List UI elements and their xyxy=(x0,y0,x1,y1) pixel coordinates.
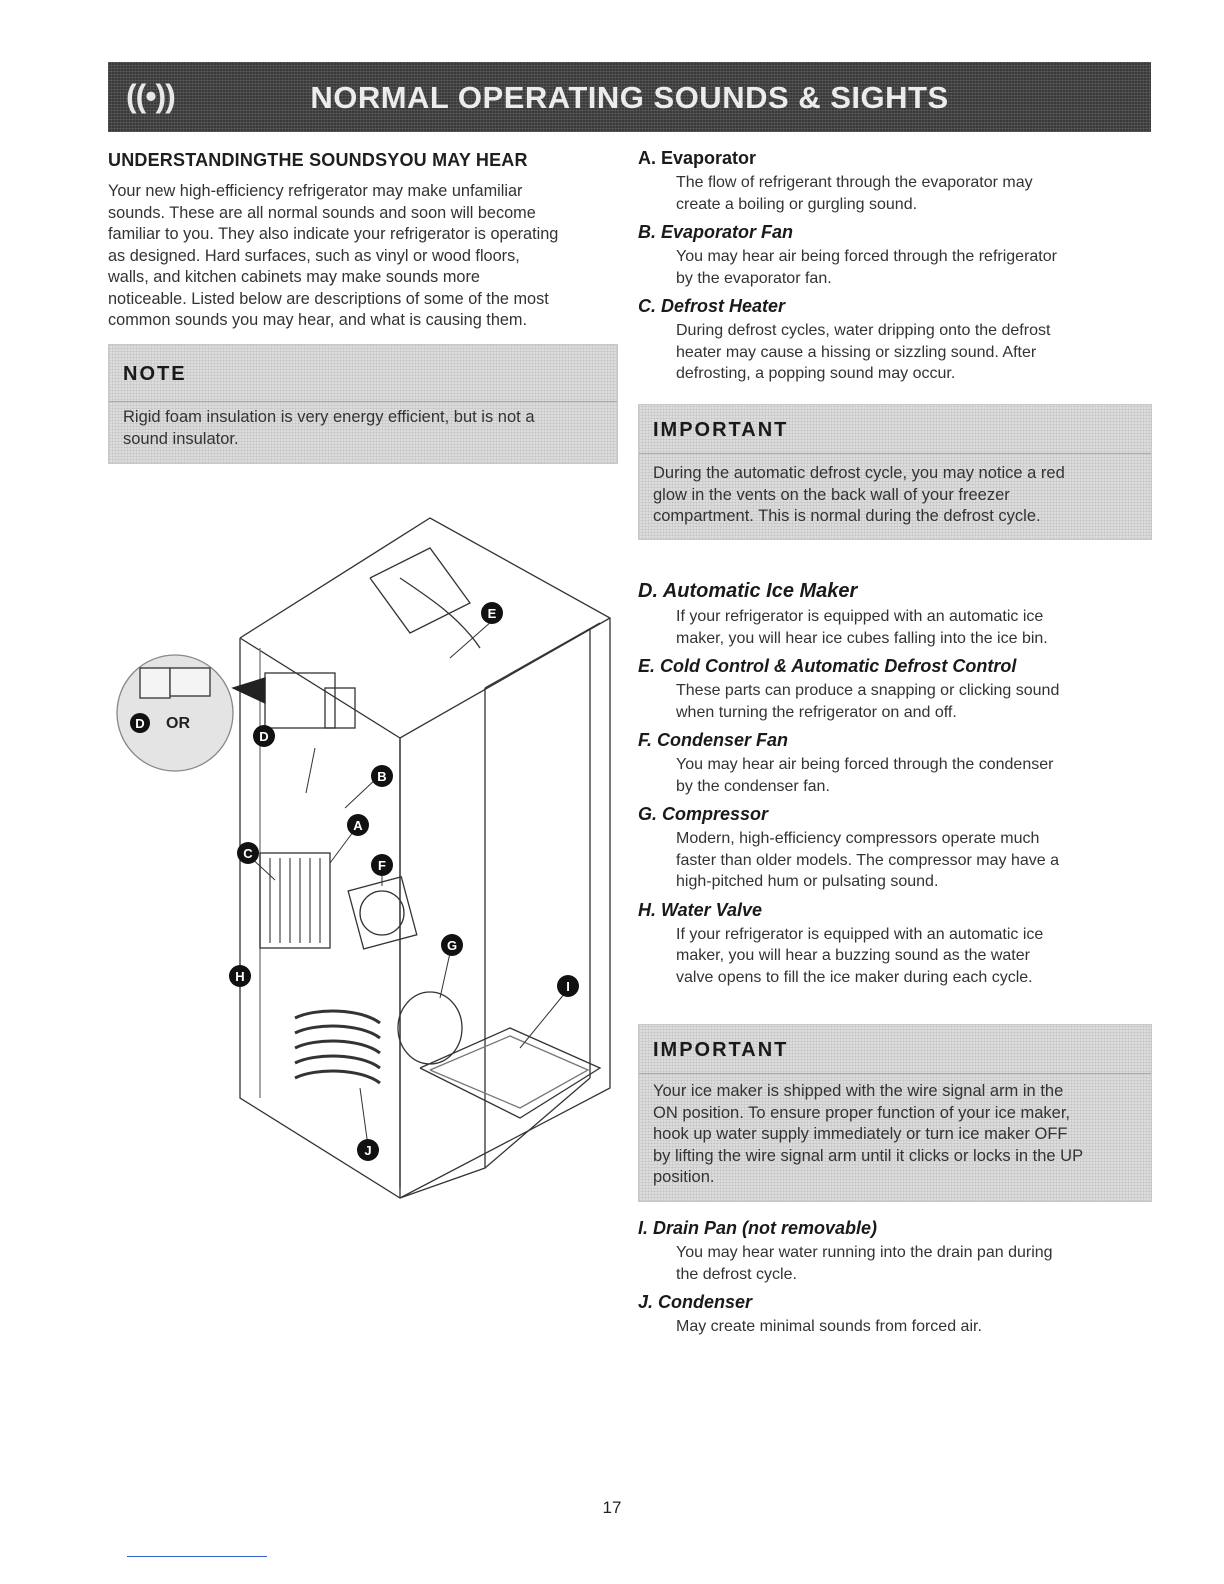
desc-line: You may hear air being forced through the condenser xyxy=(676,756,1054,773)
cabinet-top-edge xyxy=(240,618,610,738)
item-desc xyxy=(676,246,1138,289)
item-title: G. Compressor xyxy=(638,804,769,824)
callout-f xyxy=(371,854,393,876)
note-line: Rigid foam insulation is very energy efficient, but is not a xyxy=(123,408,535,426)
list-item xyxy=(638,1218,1138,1285)
desc-line: maker, you will hear a buzzing sound as the water xyxy=(676,947,1030,964)
item-title: B. Evaporator Fan xyxy=(638,222,794,242)
item-title: F. Condenser Fan xyxy=(638,730,789,750)
desc-line: faster than older models. The compressor may have a xyxy=(676,851,1059,869)
important-text xyxy=(653,463,1065,528)
intro-paragraph xyxy=(108,181,618,332)
desc-line: when turning the refrigerator on and off. xyxy=(676,703,957,721)
right-column-bottom xyxy=(638,1218,1138,1345)
svg-text:H: H xyxy=(235,969,245,984)
item-title: E. Cold Control & Automatic Defrost Control xyxy=(638,656,1017,676)
important-text xyxy=(653,1081,1083,1189)
right-column-top xyxy=(638,148,1138,392)
svg-text:G: G xyxy=(446,938,458,953)
header-banner xyxy=(108,62,1151,132)
svg-text:E: E xyxy=(487,606,497,621)
callout-c xyxy=(237,842,259,864)
svg-text:D: D xyxy=(259,729,269,744)
item-title: H. Water Valve xyxy=(638,899,763,920)
intro-line: as designed. Hard surfaces, such as vinyl or wood floors, xyxy=(108,246,520,265)
important-line: position. xyxy=(653,1168,715,1186)
svg-text:A: A xyxy=(353,818,363,833)
list-item xyxy=(638,148,1138,215)
svg-text:F: F xyxy=(378,858,386,873)
important-line: compartment. This is normal during the defrost cycle. xyxy=(653,507,1041,525)
item-desc xyxy=(676,606,1138,649)
callout-d-main xyxy=(253,725,275,747)
page-title: NORMAL OPERATING SOUNDS & SIGHTS xyxy=(310,80,949,115)
desc-line: high-pitched hum or pulsating sound. xyxy=(676,873,939,890)
item-desc xyxy=(676,754,1138,797)
intro-line: noticeable. Listed below are descriptions of some of the most xyxy=(108,289,549,308)
list-item xyxy=(638,656,1138,723)
svg-text:B: B xyxy=(377,769,387,784)
sound-icon: ((•)) xyxy=(126,78,175,114)
svg-text:I: I xyxy=(566,979,570,994)
important-line: hook up water supply immediately or turn ice maker OFF xyxy=(653,1125,1068,1143)
desc-line: valve opens to fill the ice maker during each cycle. xyxy=(676,968,1033,986)
desc-line: If your refrigerator is equipped with an automatic ice xyxy=(676,608,1044,625)
left-column xyxy=(108,150,618,332)
item-desc xyxy=(676,1316,1138,1338)
important-title: IMPORTANT xyxy=(653,1039,789,1061)
desc-line: The flow of refrigerant through the evaporator may xyxy=(676,174,1033,191)
callout-e xyxy=(481,602,503,624)
desc-line: create a boiling or gurgling sound. xyxy=(676,195,918,213)
important-box-1 xyxy=(638,404,1152,540)
svg-text:D: D xyxy=(135,716,145,731)
list-item xyxy=(638,580,1138,649)
important-line: ON position. To ensure proper function of your ice maker, xyxy=(653,1103,1070,1122)
desc-line: If your refrigerator is equipped with an automatic ice xyxy=(676,925,1044,943)
callout-j xyxy=(357,1139,379,1161)
desc-line: You may hear air being forced through the refrigerator xyxy=(676,248,1057,265)
item-desc xyxy=(676,924,1138,989)
callout-i xyxy=(557,975,579,997)
important-line: glow in the vents on the back wall of your freezer xyxy=(653,485,1010,504)
desc-line: heater may cause a hissing or sizzling sound. After xyxy=(676,343,1037,361)
note-box xyxy=(108,344,618,464)
desc-line: maker, you will hear ice cubes falling into the ice bin. xyxy=(676,629,1048,647)
desc-line: defrosting, a popping sound may occur. xyxy=(676,365,956,382)
intro-line: Your new high-efficiency refrigerator may make unfamiliar xyxy=(108,182,523,200)
intro-line: walls, and kitchen cabinets may make sounds more xyxy=(108,268,480,286)
list-item xyxy=(638,222,1138,289)
item-desc xyxy=(676,680,1138,723)
note-title: NOTE xyxy=(123,363,187,385)
right-column-middle xyxy=(638,580,1138,995)
section-heading: UNDERSTANDINGTHE SOUNDSYOU MAY HEAR xyxy=(108,150,528,170)
note-text xyxy=(123,407,535,450)
item-desc xyxy=(676,1242,1138,1285)
callout-b xyxy=(371,765,393,787)
item-title: I. Drain Pan (not removable) xyxy=(638,1218,878,1238)
item-desc xyxy=(676,172,1138,215)
item-title: J. Condenser xyxy=(638,1292,753,1312)
list-item xyxy=(638,900,1138,989)
important-line: Your ice maker is shipped with the wire signal arm in the xyxy=(653,1082,1064,1100)
svg-text:C: C xyxy=(243,846,253,861)
desc-line: During defrost cycles, water dripping onto the defrost xyxy=(676,322,1051,339)
footer-divider xyxy=(127,1556,267,1557)
list-item xyxy=(638,730,1138,797)
intro-line: sounds. These are all normal sounds and soon will become xyxy=(108,203,536,222)
page-number: 17 xyxy=(602,1498,622,1517)
desc-line: by the condenser fan. xyxy=(676,777,830,795)
desc-line: the defrost cycle. xyxy=(676,1265,797,1283)
callout-h xyxy=(229,965,251,987)
item-desc xyxy=(676,828,1138,893)
desc-line: by the evaporator fan. xyxy=(676,269,832,287)
intro-line: common sounds you may hear, and what is causing them. xyxy=(108,311,528,329)
callout-g xyxy=(441,934,463,956)
item-desc xyxy=(676,320,1138,385)
desc-line: May create minimal sounds from forced air. xyxy=(676,1318,982,1335)
desc-line: These parts can produce a snapping or clicking sound xyxy=(676,682,1060,699)
list-item xyxy=(638,296,1138,385)
important-title: IMPORTANT xyxy=(653,419,789,441)
desc-line: You may hear water running into the drain pan during xyxy=(676,1244,1053,1261)
list-item xyxy=(638,804,1138,893)
desc-line: Modern, high-efficiency compressors operate much xyxy=(676,830,1040,847)
important-line: by lifting the wire signal arm until it clicks or locks in the UP xyxy=(653,1146,1084,1165)
important-line: During the automatic defrost cycle, you may notice a red xyxy=(653,464,1065,482)
item-title: C. Defrost Heater xyxy=(638,296,786,316)
callout-d-inset xyxy=(130,713,150,733)
item-title: D. Automatic Ice Maker xyxy=(638,580,858,602)
refrigerator-diagram xyxy=(100,508,630,1208)
inset-or-label: OR xyxy=(166,715,190,732)
list-item xyxy=(638,1292,1138,1338)
intro-line: familiar to you. They also indicate your refrigerator is operating xyxy=(108,225,559,243)
item-title: A. Evaporator xyxy=(638,148,757,168)
important-box-2 xyxy=(638,1024,1152,1202)
callout-a xyxy=(347,814,369,836)
note-line: sound insulator. xyxy=(123,429,239,448)
svg-text:J: J xyxy=(364,1143,372,1158)
